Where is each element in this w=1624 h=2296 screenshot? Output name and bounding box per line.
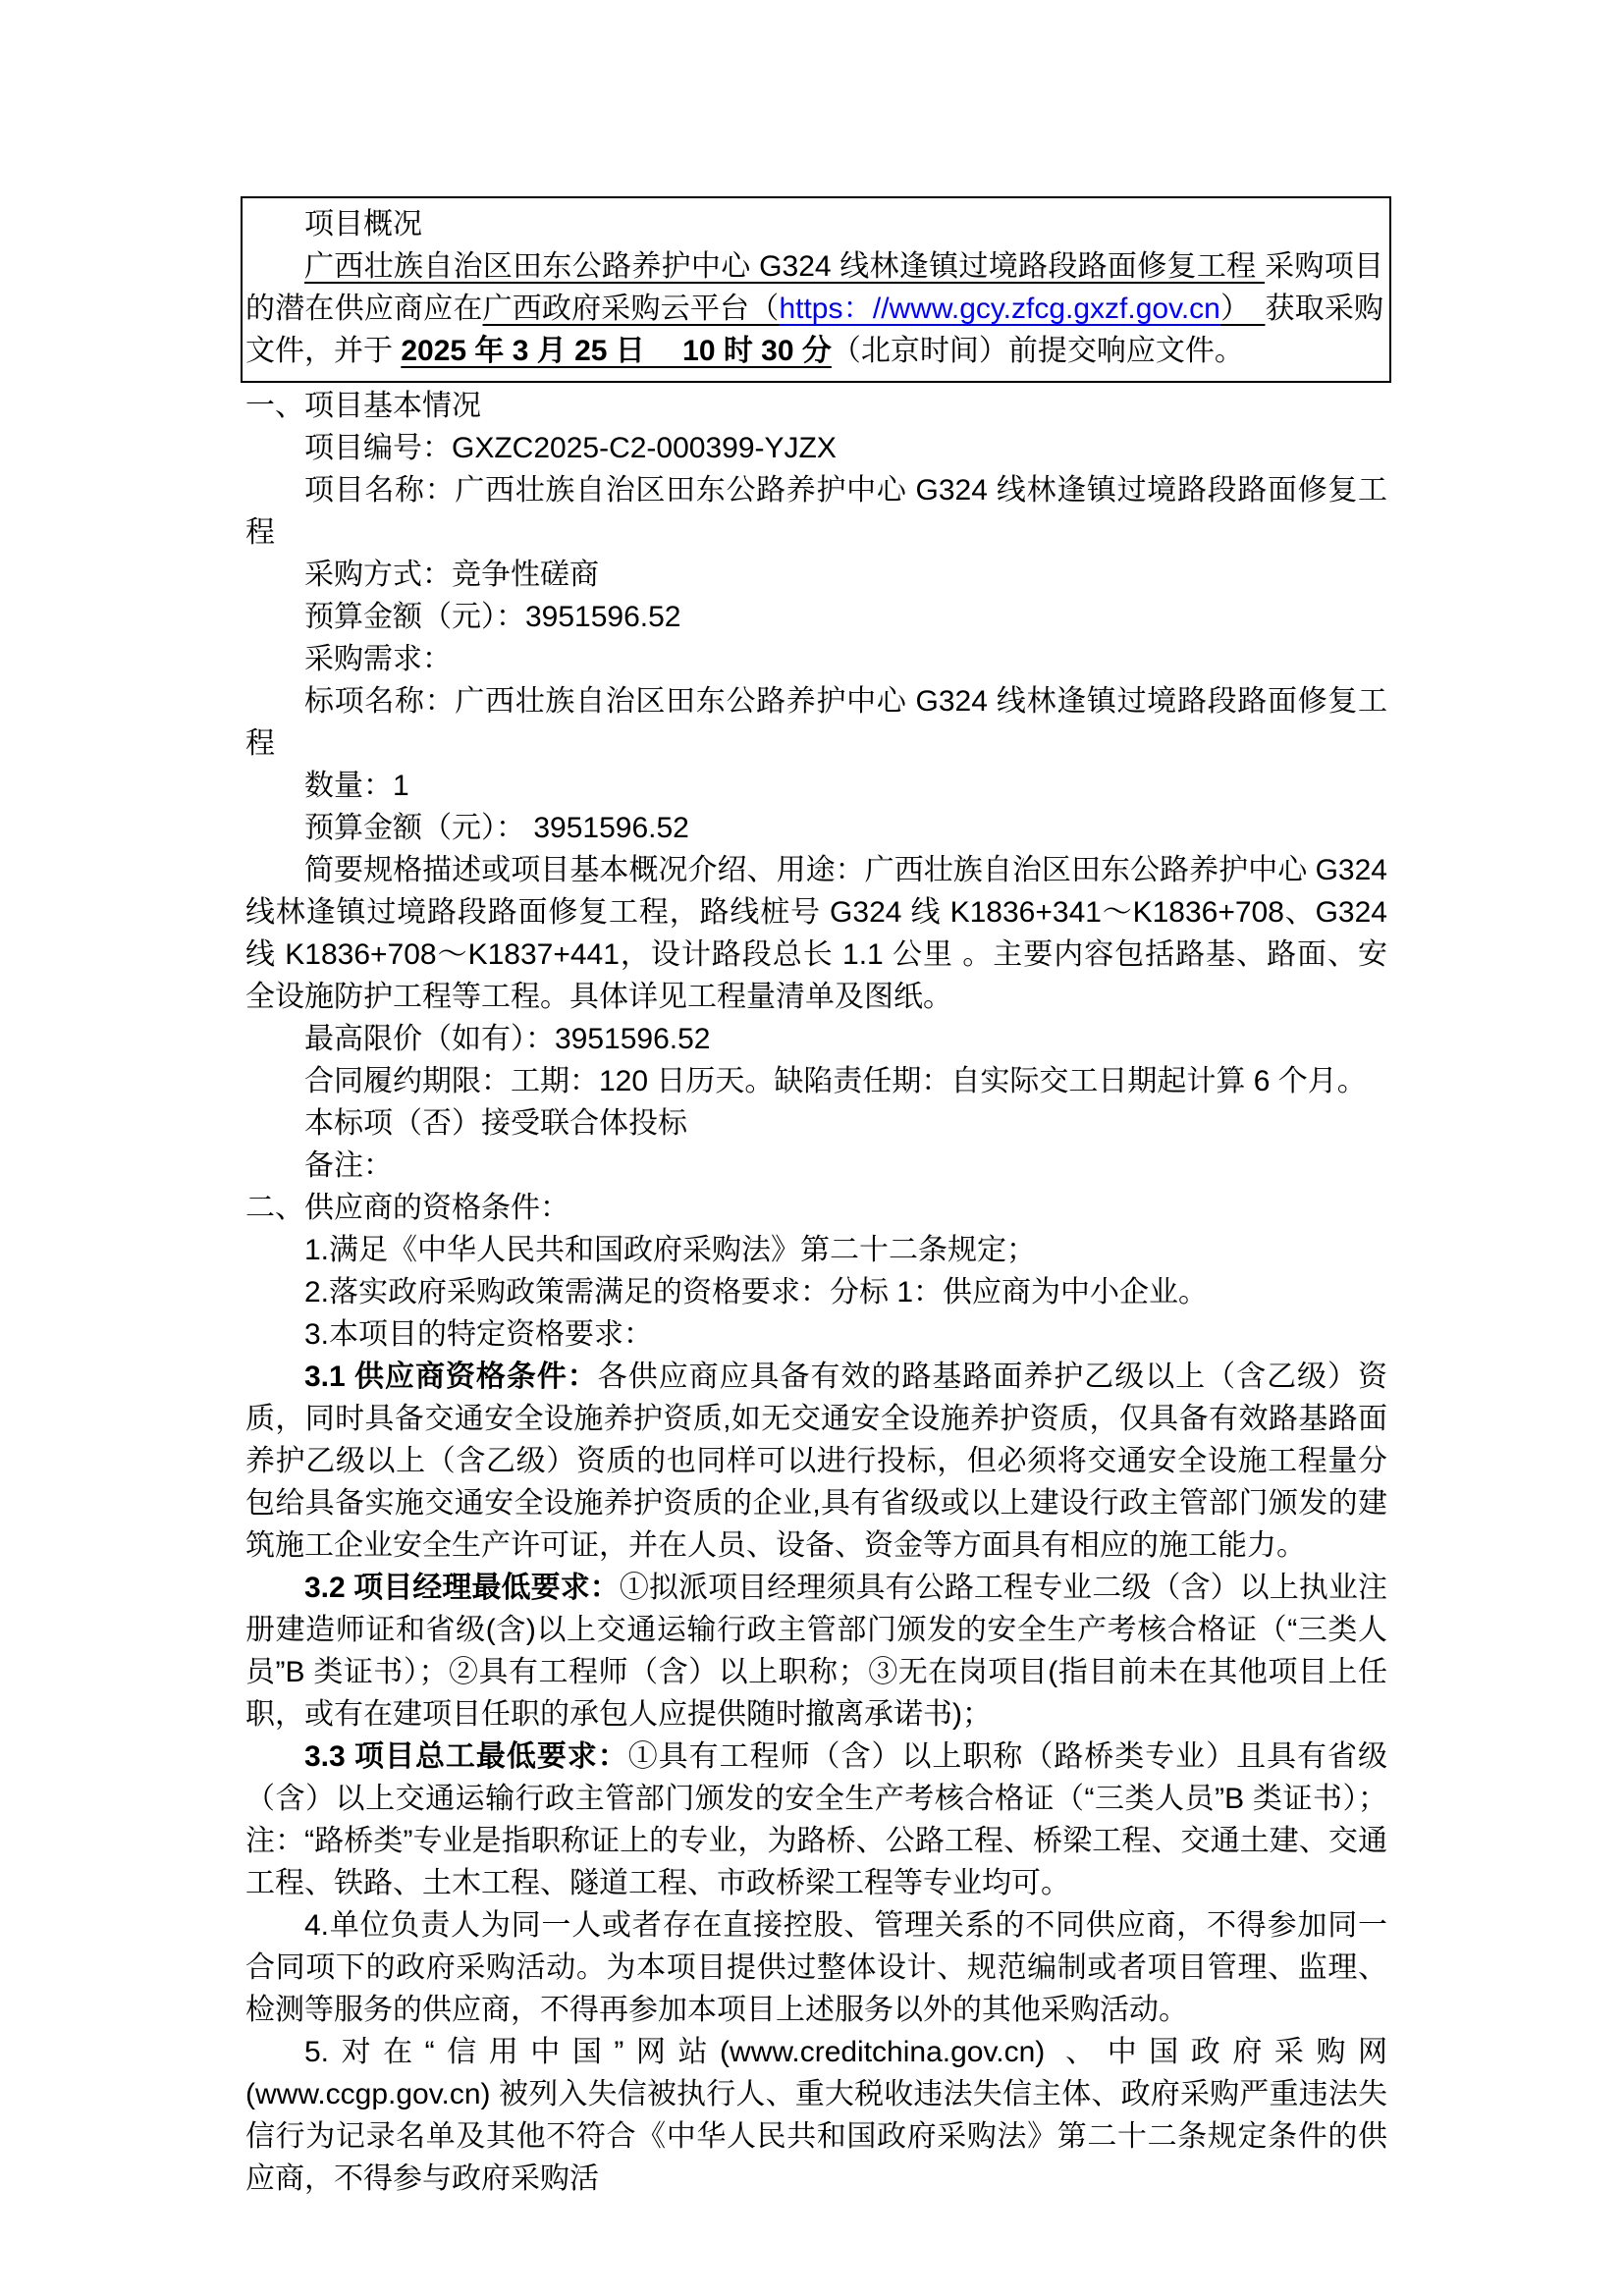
basic-info-item-remarks: 备注： <box>304 1149 393 1182</box>
basic-info-item-max-price: 最高限价（如有）：3951596.52 <box>304 1023 711 1055</box>
intro-lead-text: 采购项目的潜在供应商应在 <box>245 250 1384 325</box>
basic-info-item-consortium: 本标项（否）接受联合体投标 <box>304 1107 687 1140</box>
requirement-3-1-body: 各供应商应具备有效的路基路面养护乙级以上（含乙级）资质，同时具备交通安全设施养护资质,如无交通安全设施养护资质，仅具备有效路基路面养护乙级以上（含乙级）资质的也同样可以进行投标，但必须将交通安全设施工程量分包给具备实施交通安全设施养护资质的企业,具有省级或以上建设行政主管部门颁发的建筑施工企业安全生产许可证，并在人员、设备、资金等方面具有相应的施工能力。 <box>245 1361 1387 1562</box>
qualification-item-3: 3.本项目的特定资格要求： <box>304 1318 654 1351</box>
basic-info-item-project-name: 项目名称：广西壮族自治区田东公路养护中心 G324 线林逢镇过境路段路面修复工程 <box>245 474 1387 549</box>
requirement-3-1-title: 3.1 供应商资格条件： <box>304 1361 598 1393</box>
submission-deadline: 2025 年 3 月 25 日 10 时 30 分 <box>401 335 832 367</box>
basic-info-item-procurement-method: 采购方式：竞争性磋商 <box>304 559 599 591</box>
requirement-3-2-body: ①拟派项目经理须具有公路工程专业二级（含）以上执业注册建造师证和省级(含)以上交通运输行政主管部门颁发的安全生产考核合格证（“三类人员”B 类证书）；②具有工程师（含）以上职称；③无在岗项目(指目前未在其他项目上任职，或有在建项目任职的承包人应提供随时撤离承诺书)； <box>245 1572 1387 1731</box>
intro-middle-text: 获取采购文件，并于 <box>245 293 1384 367</box>
requirement-3-2-title: 3.2 项目经理最低要求： <box>304 1572 620 1604</box>
qualification-item-2: 2.落实政府采购政策需满足的资格要求：分标 1：供应商为中小企业。 <box>304 1276 1209 1308</box>
basic-info-item-lot-name: 标项名称：广西壮族自治区田东公路养护中心 G324 线林逢镇过境路段路面修复工程 <box>245 685 1387 760</box>
procurement-platform-link[interactable]: https：//www.gcy.zfcg.gxzf.gov.cn <box>779 293 1220 325</box>
qualification-item-5: 5.对在“信用中国”网站(www.creditchina.gov.cn) 、中国政府采购网(www.ccgp.gov.cn) 被列入失信被执行人、重大税收违法失信主体、政府采购严重违法失信行为记录名单及其他不符合《中华人民共和国政府采购法》第二十二条规定条件的供应商，不得参与政府采购活 <box>245 2036 1387 2195</box>
platform-name-underlined: 广西政府采购云平台（ <box>482 293 780 325</box>
qualification-item-4: 4.单位负责人为同一人或者存在直接控股、管理关系的不同供应商，不得参加同一合同项下的政府采购活动。为本项目提供过整体设计、规范编制或者项目管理、监理、检测等服务的供应商，不得再参加本项目上述服务以外的其他采购活动。 <box>245 1909 1387 2026</box>
requirement-3-3-title: 3.3 项目总工最低要求： <box>304 1740 628 1773</box>
project-overview-box <box>241 196 1391 383</box>
document-content <box>245 196 1387 2200</box>
project-name-underlined: 广西壮族自治区田东公路养护中心 G324 线林逢镇过境路段路面修复工程 <box>304 250 1266 283</box>
overview-intro-paragraph <box>245 245 1383 372</box>
requirement-3-1-paragraph <box>245 1356 1387 1567</box>
section2-heading: 二、供应商的资格条件： <box>245 1192 569 1224</box>
overview-title: 项目概况 <box>304 208 422 240</box>
qualification-item-1: 1.满足《中华人民共和国政府采购法》第二十二条规定； <box>304 1234 1037 1266</box>
requirement-3-3-paragraph <box>245 1735 1387 1904</box>
requirement-3-2-paragraph <box>245 1567 1387 1735</box>
basic-info-item-budget: 预算金额（元）：3951596.52 <box>304 601 681 633</box>
basic-info-item-contract-period: 合同履约期限：工期：120 日历天。缺陷责任期：自实际交工日期起计算 6 个月。 <box>304 1065 1367 1097</box>
project-description-paragraph: 简要规格描述或项目基本概况介绍、用途：广西壮族自治区田东公路养护中心 G324 线林逢镇过境路段路面修复工程，路线桩号 G324 线 K1836+341～K1836+708、G324 线 K1836+708～K1837+441，设计路段总长 1.1 公里 。主要内容包括路基、路面、安全设施防护工程等工程。具体详见工程量清单及图纸。 <box>245 854 1387 1013</box>
basic-info-item-procurement-demand: 采购需求： <box>304 643 452 675</box>
platform-closing-paren: ） <box>1219 293 1266 325</box>
basic-info-item-project-number: 项目编号：GXZC2025-C2-000399-YJZX <box>304 432 837 464</box>
intro-tail-text: （北京时间）前提交响应文件。 <box>831 335 1244 367</box>
section1-heading: 一、项目基本情况 <box>245 390 481 422</box>
basic-info-item-lot-budget: 预算金额（元）： 3951596.52 <box>304 812 689 844</box>
basic-info-item-quantity: 数量：1 <box>304 770 409 802</box>
requirement-3-3-body: ①具有工程师（含）以上职称（路桥类专业）且具有省级（含）以上交通运输行政主管部门颁发的安全生产考核合格证（“三类人员”B 类证书）；注：“路桥类”专业是指职称证上的专业，为路桥、公路工程、桥梁工程、交通土建、交通工程、铁路、土木工程、隧道工程、市政桥梁工程等专业均可。 <box>245 1740 1387 1899</box>
